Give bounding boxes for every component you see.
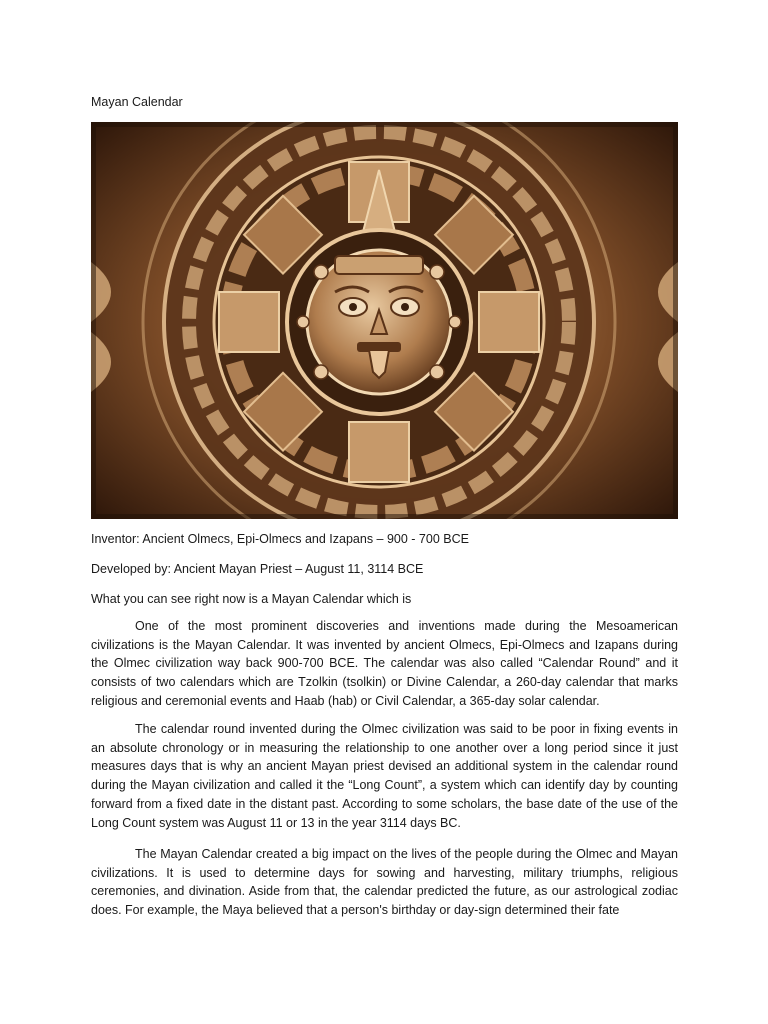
- paragraph: One of the most prominent discoveries and inventions made during the Mesoamerican civilizations is the Mayan Calendar. It was invented by ancient Olmecs, Epi-Olmecs and Izapans during the Olmec civilization way back 900-700 BCE. The calendar was also called “Calendar Round” and it consists of two calendars which are Tzolkin (tsolkin) or Divine Calendar, a 260-day calendar that marks religious and ceremonial events and Haab (hab) or Civil Calendar, a 365-day solar calendar.: [91, 619, 678, 708]
- developed-by-line: Developed by: Ancient Mayan Priest – August 11, 3114 BCE: [91, 562, 424, 576]
- paragraph: The Mayan Calendar created a big impact on the lives of the people during the Olmec and Mayan civilizations. It is used to determine days for sowing and harvesting, military triumphs, religious ceremonies, and divination. Aside from that, the calendar predicted the future, as our astrological zodiac does. For example, the Maya believed that a person's birthday or day-sign determined their fate: [91, 847, 678, 918]
- mayan-calendar-image: [91, 122, 678, 519]
- document-title: Mayan Calendar: [91, 95, 183, 109]
- intro-line: What you can see right now is a Mayan Calendar which is: [91, 592, 412, 606]
- paragraph: The calendar round invented during the Olmec civilization was said to be poor in fixing events in an absolute chronology or in measuring the relationship to one another over a long period since it just measures days that is why an ancient Mayan priest devised an additional system in the calendar round during the Mayan civilization and called it the “Long Count”, a system which can identify day by counting forward from a fixed date in the distant past. According to some scholars, the base date of the use of the Long Count system was August 11 or 13 in the year 3114 days BC.: [91, 722, 678, 830]
- inventor-line: Inventor: Ancient Olmecs, Epi-Olmecs and Izapans – 900 - 700 BCE: [91, 532, 469, 546]
